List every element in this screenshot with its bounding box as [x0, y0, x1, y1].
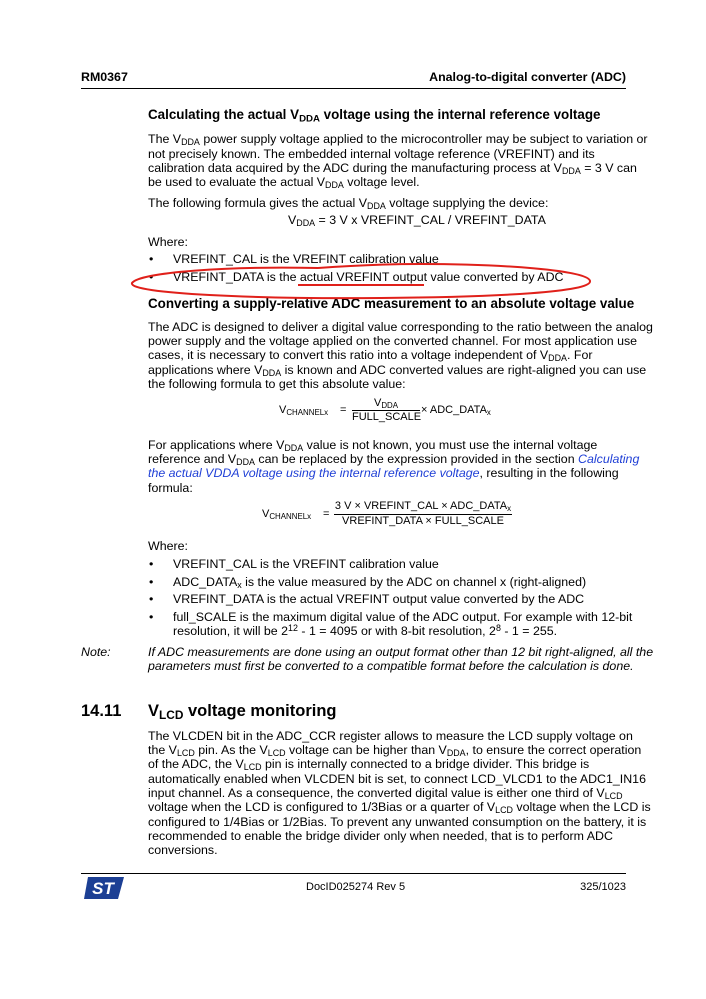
- paragraph-line: configured to 1/4Bias or 1/2Bias. To prevent any unwanted consumption on the battery, it is: [148, 815, 647, 829]
- paragraph-line: the following formula to get this absolute value:: [148, 377, 406, 391]
- paragraph-line: reference and $V_{DDA}$ can be replaced by the expression provided in the section Calculating: [148, 452, 640, 468]
- bullet-dot: •: [149, 592, 154, 606]
- bullet-dot: •: [149, 252, 154, 266]
- equation-lhs: $V_{CHANNELx}$: [262, 508, 312, 521]
- paragraph-line: cases, it is necessary to convert this ratio into a voltage independent of $V_{DDA}$. For: [148, 348, 593, 364]
- paragraph-line: be used to evaluate the actual $V_{DDA}$ voltage level.: [148, 175, 420, 191]
- bullet-text: VREFINT_CAL is the VREFINT calibration value: [173, 252, 439, 266]
- paragraph-line: For applications where $V_{DDA}$ value is not known, you must use the internal voltage: [148, 438, 598, 454]
- paragraph-line: of the ADC, the $V_{LCD}$ pin is internally connected to a bridge divider. This bridge is: [148, 757, 590, 773]
- section-heading-vdda-calc: Calculating the actual $V_{DDA}$ voltage using the internal reference voltage: [148, 107, 601, 125]
- paragraph-line: The ADC is designed to deliver a digital value corresponding to the ratio between the analog: [148, 320, 653, 334]
- paragraph-line: the actual VDDA voltage using the internal reference voltage, resulting in the following: [148, 466, 619, 480]
- paragraph-line: automatically enabled when VLCDEN bit is set, to connect LCD_VLCD1 to the ADC1_IN16: [148, 772, 646, 786]
- note-text: If ADC measurements are done using an output format other than 12 bit right-aligned, all the: [148, 645, 654, 659]
- note-text: parameters must first be converted to a compatible format before the calculation is done.: [148, 659, 634, 673]
- bullet-dot: •: [149, 610, 154, 624]
- paragraph-line: recommended to enable the bridge divider only when needed, that is to perform ADC: [148, 829, 613, 843]
- cross-reference-link[interactable]: the actual VDDA voltage using the internal reference voltage: [148, 466, 480, 480]
- paragraph-line: voltage when the LCD is configured to 1/3Bias or a quarter of $V_{LCD}$ voltage when the LCD is: [148, 800, 651, 816]
- bullet-dot: •: [149, 270, 154, 284]
- where-label: Where:: [148, 539, 188, 553]
- fraction-numerator: $V_{DDA}$: [373, 397, 399, 410]
- paragraph-line: power supply and the voltage applied on the converted channel. For most application use: [148, 334, 638, 348]
- bullet-dot: •: [149, 557, 154, 571]
- note-label: Note:: [81, 645, 111, 659]
- equation-lhs: $V_{CHANNELx}$: [279, 404, 329, 417]
- vdda-formula: $V_{DDA} = 3$ V x VREFINT_CAL / VREFINT_DATA: [288, 213, 546, 229]
- fraction-numerator: 3 V × VREFINT_CAL × $ADC\_DATA_x$: [334, 500, 512, 513]
- footer-doc-id: DocID025274 Rev 5: [306, 881, 406, 893]
- footer-rule: [81, 873, 626, 874]
- bullet-dot: •: [149, 575, 154, 589]
- paragraph-line: calibration data acquired by the ADC during the manufacturing process at $V_{DDA} = 3$ V can: [148, 161, 637, 177]
- bullet-text: VREFINT_DATA is the actual VREFINT output value converted by ADC: [173, 270, 564, 284]
- st-logo: [84, 877, 124, 902]
- equation-equals: =: [323, 508, 330, 520]
- header-doc-id: RM0367: [81, 70, 128, 84]
- cross-reference-link[interactable]: Calculating: [578, 452, 640, 466]
- header-rule: [81, 88, 626, 89]
- bullet-text: full_SCALE is the maximum digital value of the ADC output. For example with 12-bit: [173, 610, 633, 624]
- paragraph-line: The VLCDEN bit in the ADC_CCR register allows to measure the LCD supply voltage on: [148, 729, 633, 743]
- bullet-text: $ADC\_DATA_x$ is the value measured by the ADC on channel x (right-aligned): [173, 575, 587, 591]
- fraction-denominator: FULL_SCALE: [352, 411, 422, 423]
- fraction-denominator: VREFINT_DATA × FULL_SCALE: [342, 515, 504, 527]
- where-label: Where:: [148, 235, 188, 249]
- equation-rhs: × $ADC\_DATA_x$: [421, 404, 491, 417]
- section-title-vlcd-monitoring: $V_{LCD}$ voltage monitoring: [148, 702, 337, 722]
- paragraph-line: input channel. As a consequence, the converted digital value is either one third of $V_{LCD}$: [148, 786, 623, 802]
- section-heading-absolute-voltage: Converting a supply-relative ADC measurement to an absolute voltage value: [148, 296, 635, 311]
- bullet-text: VREFINT_DATA is the actual VREFINT output value converted by the ADC: [173, 592, 585, 606]
- svg-text:ST: ST: [92, 879, 114, 898]
- paragraph-line: not precisely known. The embedded internal voltage reference (VREFINT) and its: [148, 147, 595, 161]
- paragraph-line: The following formula gives the actual $V_{DDA}$ voltage supplying the device:: [148, 196, 549, 212]
- bullet-text: VREFINT_CAL is the VREFINT calibration value: [173, 557, 439, 571]
- paragraph-line: the $V_{LCD}$ pin. As the $V_{LCD}$ voltage can be higher than $V_{DDA}$, to ensure the correct operation: [148, 743, 642, 759]
- equation-equals: =: [340, 404, 347, 416]
- paragraph-line: The $V_{DDA}$ power supply voltage applied to the microcontroller may be subject to variation or: [148, 132, 648, 148]
- header-chapter-title: Analog-to-digital converter (ADC): [429, 70, 626, 84]
- footer-page-number: 325/1023: [580, 881, 626, 893]
- paragraph-line: formula:: [148, 481, 193, 495]
- paragraph-line: conversions.: [148, 843, 218, 857]
- bullet-text: resolution, it will be $2^{12} - 1 = 4095$ or with 8-bit resolution, $2^8 - 1 = 255$.: [173, 622, 558, 638]
- paragraph-line: applications where $V_{DDA}$ is known and ADC converted values are right-aligned you can use: [148, 363, 647, 379]
- section-number: 14.11: [81, 702, 122, 720]
